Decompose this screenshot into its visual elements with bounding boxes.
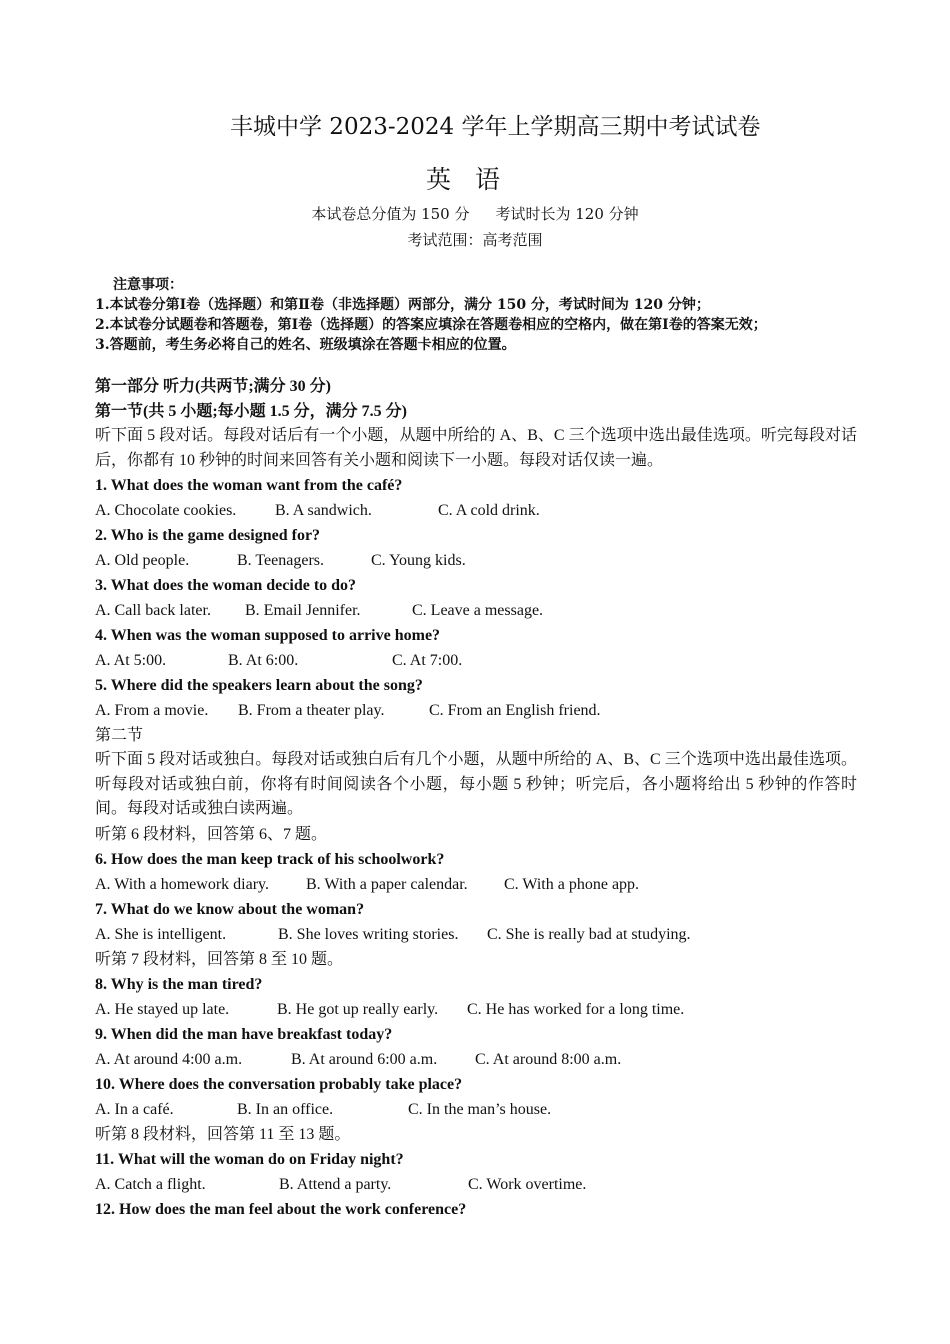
option-c: C. A cold drink. (438, 502, 540, 519)
option-a: A. Call back later. (95, 602, 211, 619)
question-options (95, 1172, 857, 1197)
option-b: B. He got up really early. (277, 1000, 439, 1018)
option-a: A. At 5:00. (95, 652, 167, 669)
option-a: A. From a movie. (95, 702, 209, 719)
question-options (95, 648, 857, 673)
option-a: A. He stayed up late. (95, 1000, 230, 1018)
exam-title: 丰城中学 2023-2024 学年上学期高三期中考试试卷 (230, 114, 761, 140)
section-title: 第一节(共 5 小题;每小题 1.5 分，满分 7.5 分) (95, 403, 407, 420)
material-note: 听第 6 段材料，回答第 6、7 题。 (95, 825, 328, 843)
question-options (95, 498, 857, 523)
section-instructions: 听下面 5 段对话或独白。每段对话或独白后有几个小题，从题中所给的 A、B、C 三个选项中选出最佳选项。听每段对话或独白前，你将有时间阅读各个小题，每小题 5 秒钟；听完后，各小题将给出 5 秒钟的作答时间。每段对话或独白读两遍。 (95, 751, 857, 817)
question-stem: 3. What does the woman decide to do? (95, 577, 357, 594)
question-stem: 10. Where does the conversation probably take place? (95, 1075, 463, 1093)
question-stem: 6. How does the man keep track of his schoolwork? (95, 850, 445, 868)
question-stem: 2. Who is the game designed for? (95, 527, 321, 544)
section-title: 第二节 (95, 727, 144, 744)
exam-duration: 考试时长为 120 分钟 (495, 205, 639, 223)
question-stem: 8. Why is the man tired? (95, 975, 263, 993)
question-options (95, 872, 857, 897)
question-options (95, 997, 857, 1022)
option-b: B. At 6:00. (228, 652, 299, 669)
question-stem: 4. When was the woman supposed to arrive home? (95, 627, 441, 644)
exam-meta (0, 203, 950, 224)
option-c: C. Work overtime. (468, 1175, 587, 1193)
option-c: C. With a phone app. (504, 875, 640, 893)
option-a: A. At around 4:00 a.m. (95, 1050, 243, 1068)
option-c: C. In the man’s house. (408, 1100, 552, 1118)
question-options (95, 1097, 857, 1122)
question-stem: 11. What will the woman do on Friday night? (95, 1150, 404, 1168)
subject-title: 英语 (425, 165, 524, 194)
option-c: C. He has worked for a long time. (467, 1000, 685, 1018)
material-note: 听第 7 段材料，回答第 8 至 10 题。 (95, 950, 344, 968)
notice-block (95, 275, 855, 355)
option-b: B. Email Jennifer. (245, 602, 361, 619)
exam-scope: 考试范围：高考范围 (407, 231, 543, 249)
part-title: 第一部分 听力(共两节;满分 30 分) (95, 378, 331, 395)
option-b: B. Teenagers. (237, 552, 324, 569)
option-a: A. Chocolate cookies. (95, 502, 237, 519)
question-stem: 1. What does the woman want from the café? (95, 477, 403, 494)
option-a: A. She is intelligent. (95, 925, 227, 943)
notice-item: 1.本试卷分第Ⅰ卷（选择题）和第Ⅱ卷（非选择题）两部分，满分 150 分，考试时间为 120 分钟； (95, 297, 710, 313)
material-note: 听第 8 段材料，回答第 11 至 13 题。 (95, 1125, 351, 1143)
option-a: A. Catch a flight. (95, 1175, 206, 1193)
question-options (95, 548, 857, 573)
option-a: A. In a café. (95, 1100, 174, 1118)
option-c: C. At around 8:00 a.m. (475, 1050, 622, 1068)
option-c: C. Leave a message. (412, 602, 544, 619)
question-options (95, 698, 857, 723)
option-b: B. In an office. (237, 1100, 334, 1118)
option-b: B. From a theater play. (238, 702, 385, 719)
notice-item: 3.答题前，考生务必将自己的姓名、班级填涂在答题卡相应的位置。 (95, 337, 516, 353)
option-b: B. Attend a party. (279, 1175, 392, 1193)
option-a: A. With a homework diary. (95, 875, 269, 893)
option-c: C. From an English friend. (429, 702, 601, 719)
question-stem: 9. When did the man have breakfast today? (95, 1025, 393, 1043)
option-b: B. A sandwich. (275, 502, 372, 519)
notice-item: 2.本试卷分试题卷和答题卷，第Ⅰ卷（选择题）的答案应填涂在答题卷相应的空格内，做在第Ⅰ卷的答案无效； (95, 317, 767, 333)
option-c: C. Young kids. (371, 552, 466, 569)
total-score: 本试卷总分值为 150 分 (311, 205, 470, 223)
option-c: C. At 7:00. (392, 652, 463, 669)
option-b: B. At around 6:00 a.m. (291, 1050, 438, 1068)
notice-heading: 注意事项： (113, 277, 183, 293)
option-a: A. Old people. (95, 552, 190, 569)
question-stem: 12. How does the man feel about the work conference? (95, 1200, 467, 1218)
option-b: B. She loves writing stories. (278, 925, 459, 943)
question-options (95, 1047, 857, 1072)
question-stem: 5. Where did the speakers learn about the song? (95, 677, 423, 694)
question-stem: 7. What do we know about the woman? (95, 900, 365, 918)
question-options (95, 598, 857, 623)
option-b: B. With a paper calendar. (306, 875, 468, 893)
listening-part (95, 374, 857, 1222)
section-instructions: 听下面 5 段对话。每段对话后有一个小题，从题中所给的 A、B、C 三个选项中选出最佳选项。听完每段对话后，你都有 10 秒钟的时间来回答有关小题和阅读下一小题。每段对话仅读一遍。 (95, 427, 857, 469)
option-c: C. She is really bad at studying. (487, 925, 691, 943)
question-options (95, 922, 857, 947)
